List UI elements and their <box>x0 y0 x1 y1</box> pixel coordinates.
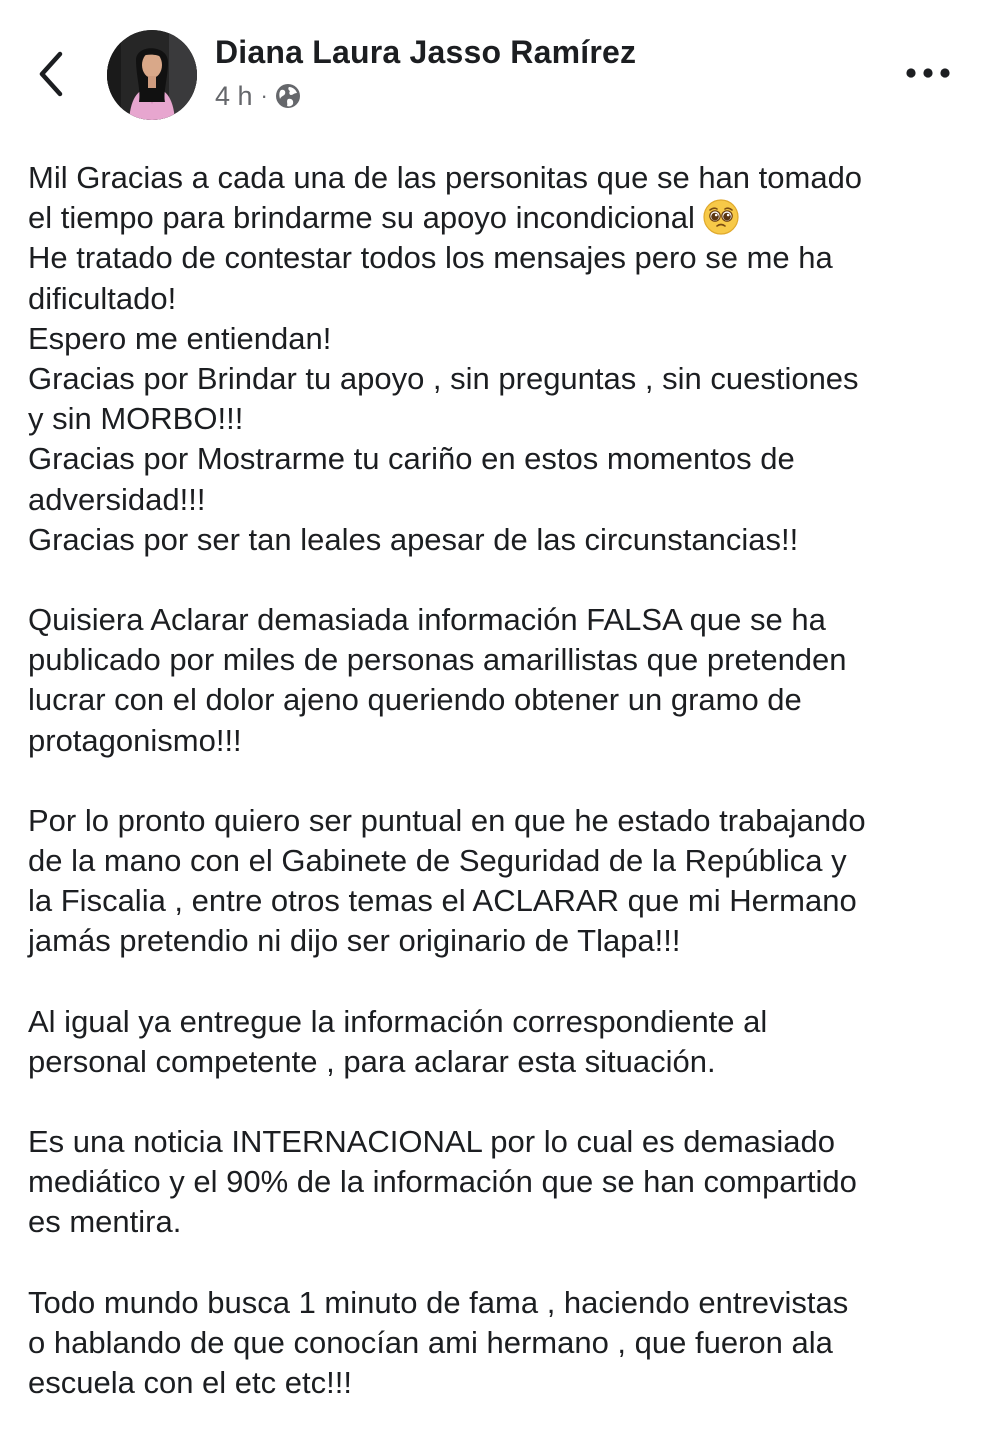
post-text-line: la Fiscalia , entre otros temas el ACLARAR que mi Hermano <box>28 883 857 919</box>
post-text-line: Por lo pronto quiero ser puntual en que he estado trabajando <box>28 802 866 838</box>
post-paragraph-6 <box>28 1283 968 1404</box>
post-text-line: Gracias por Mostrarme tu cariño en estos momentos de <box>28 441 795 477</box>
post-header <box>0 0 982 140</box>
chevron-left-icon <box>30 44 78 104</box>
post-text-line: el tiempo para brindarme su apoyo incondicional <box>28 200 695 236</box>
post-text-line: jamás pretendio ni dijo ser originario de Tlapa!!! <box>28 923 681 959</box>
post-text-line: es mentira. <box>28 1204 182 1240</box>
post-text-line: Espero me entiendan! <box>28 320 332 356</box>
post-text-line: Gracias por ser tan leales apesar de las circunstancias!! <box>28 521 799 557</box>
avatar[interactable] <box>107 30 197 120</box>
post-text-line: de la mano con el Gabinete de Seguridad de la República y <box>28 843 847 879</box>
post-text-line: publicado por miles de personas amarillistas que pretenden <box>28 642 847 678</box>
post-paragraph-5 <box>28 1122 968 1243</box>
post-body <box>28 158 968 1443</box>
globe-icon[interactable] <box>275 83 301 109</box>
more-options-button[interactable] <box>900 58 956 88</box>
post-text-line: protagonismo!!! <box>28 722 242 758</box>
post-text-line: adversidad!!! <box>28 481 206 517</box>
profile-photo <box>107 30 197 120</box>
post-paragraph-4 <box>28 1002 968 1082</box>
post-text-line: Quisiera Aclarar demasiada información FALSA que se ha <box>28 602 826 638</box>
post-text-line: y sin MORBO!!! <box>28 401 244 437</box>
post-text-line: lucrar con el dolor ajeno queriendo obtener un gramo de <box>28 682 802 718</box>
post-text-line: personal competente , para aclarar esta situación. <box>28 1043 716 1079</box>
back-button[interactable] <box>30 44 78 104</box>
post-text-line: Mil Gracias a cada una de las personitas que se han tomado <box>28 160 863 195</box>
post-text-line: He tratado de contestar todos los mensajes pero se me ha <box>28 240 833 276</box>
post-meta <box>215 80 301 112</box>
pleading-face-emoji-icon <box>703 199 739 235</box>
post-timestamp[interactable]: 4 h <box>215 80 253 111</box>
post-text-line: escuela con el etc etc!!! <box>28 1365 352 1401</box>
post-text-line: o hablando de que conocían ami hermano , que fueron ala <box>28 1324 833 1360</box>
post-text-line: Todo mundo busca 1 minuto de fama , haciendo entrevistas <box>28 1284 849 1320</box>
author-name[interactable]: Diana Laura Jasso Ramírez <box>215 34 637 70</box>
post-text-line-with-emoji <box>28 198 968 238</box>
meta-separator: · <box>260 83 268 108</box>
post-paragraph-2 <box>28 600 968 761</box>
post-text-line: Gracias por Brindar tu apoyo , sin preguntas , sin cuestiones <box>28 361 859 397</box>
post-text-line: mediático y el 90% de la información que se han compartido <box>28 1164 857 1200</box>
post-text-line: dificultado! <box>28 280 177 316</box>
post-paragraph-3 <box>28 801 968 962</box>
post-text-line: Al igual ya entregue la información correspondiente al <box>28 1003 768 1039</box>
post-text-line: Es una noticia INTERNACIONAL por lo cual es demasiado <box>28 1124 835 1160</box>
more-horizontal-icon <box>900 58 956 88</box>
post-paragraph-1 <box>28 158 968 560</box>
